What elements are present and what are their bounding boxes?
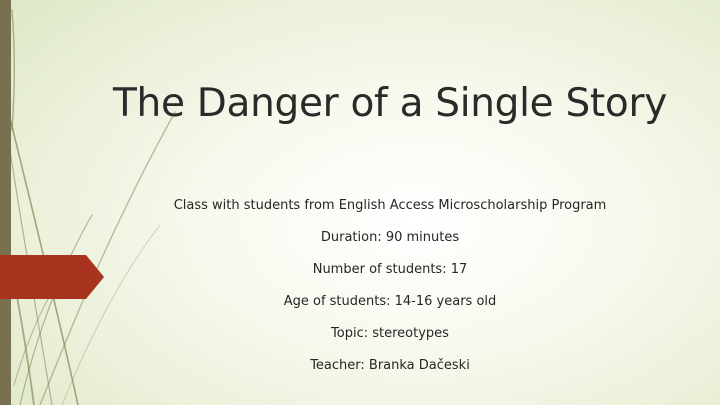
detail-number-of-students: Number of students: 17 [312, 262, 468, 277]
left-accent-bar [0, 0, 11, 405]
slide-details-list [110, 190, 670, 382]
slide-title: The Danger of a Single Story [113, 81, 667, 126]
detail-duration: Duration: 90 minutes [320, 230, 460, 245]
detail-topic: Topic: stereotypes [331, 326, 449, 341]
red-arrow-tab [0, 255, 104, 299]
detail-teacher: Teacher: Branka Dačeski [310, 358, 470, 373]
detail-age-of-students: Age of students: 14-16 years old [283, 294, 497, 309]
detail-class: Class with students from English Access Microscholarship Program [173, 198, 607, 213]
